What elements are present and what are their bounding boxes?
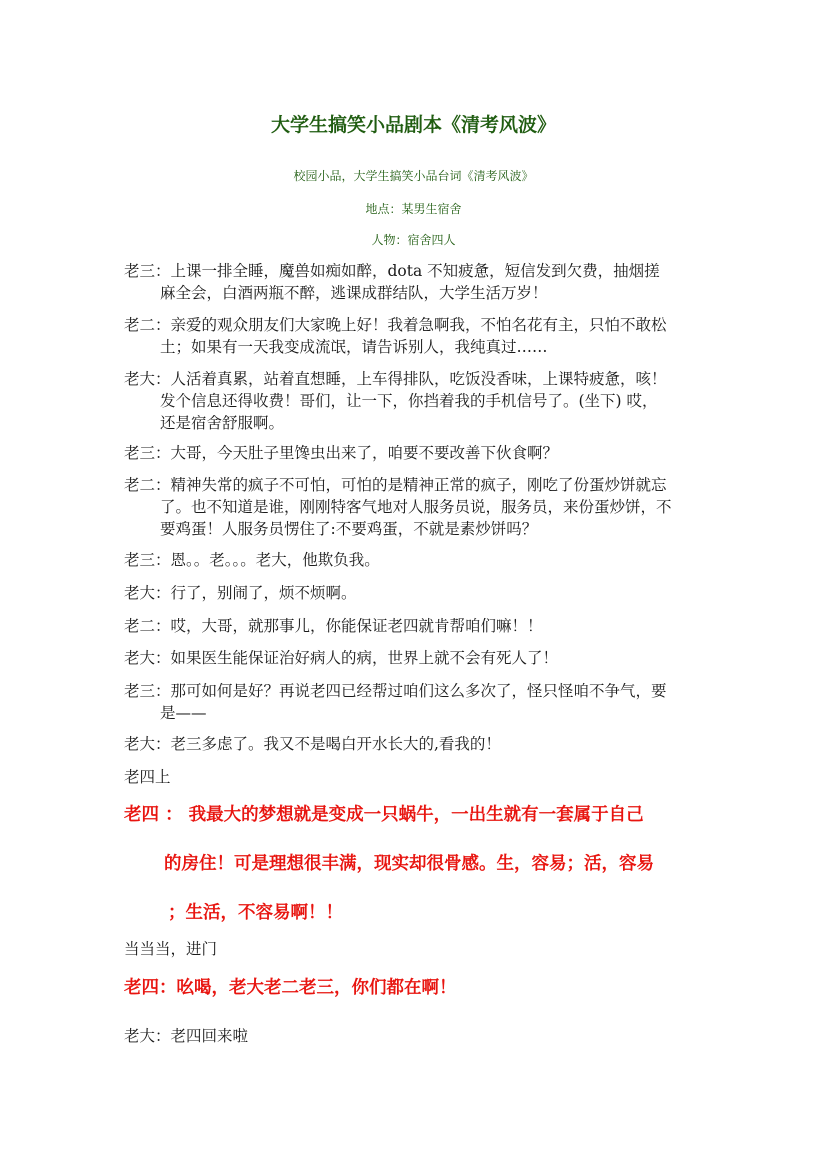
dialogue-line: 老三：大哥，今天肚子里馋虫出来了，咱要不要改善下伙食啊？: [124, 444, 559, 462]
subtitle: 校园小品，大学生搞笑小品台词《清考风波》: [293, 169, 534, 183]
people-line: 人物：宿舍四人: [371, 233, 456, 247]
dialogue-line: 老大：老四回来啦: [124, 1027, 249, 1045]
dialogue-line: 老二：亲爱的观众朋友们大家晚上好！我着急啊我，不怕名花有主，只怕不敢松 土；如果有一天我变成流氓，请告诉别人，我纯真过……: [124, 316, 667, 356]
dialogue-line: 老大：人活着真累，站着直想睡，上车得排队，吃饭没香味，上课特疲惫，咳！ 发个信息还得收费！哥们，让一下，你挡着我的手机信号了。(坐下) 哎， 还是宿舍舒服啊。: [124, 370, 667, 432]
dialogue-line: 老二：哎，大哥，就那事儿，你能保证老四就肯帮咱们嘛！！: [124, 617, 543, 635]
dialogue-line: 老三：那可如何是好？再说老四已经帮过咱们这么多次了，怪只怪咱不争气，要 是——: [124, 682, 667, 722]
document-title: 大学生搞笑小品剧本《清考风波》: [270, 114, 556, 136]
stage-direction: 当当当，进门: [124, 940, 218, 958]
dialogue-line: 老二：精神失常的疯子不可怕，可怕的是精神正常的疯子，刚吃了份蛋炒饼就忘 了。也不知道是谁，刚刚特客气地对人服务员说，服务员，来份蛋炒饼，不 要鸡蛋！人服务员愣住了:不要鸡蛋，不就是素炒饼吗？: [124, 476, 672, 538]
place-line: 地点：某男生宿舍: [365, 202, 462, 216]
dialogue-line: 老三：上课一排全睡，魔兽如痴如醉，dota 不知疲惫，短信发到欠费，抽烟搓 麻全会，白酒两瓶不醉，逃课成群结队，大学生活万岁！: [124, 262, 660, 302]
stage-direction: 老四上: [124, 768, 171, 786]
dialogue-line: 老三：恩。。老。。。老大，他欺负我。: [124, 551, 380, 569]
dialogue-line: 老大：如果医生能保证治好病人的病，世界上就不会有死人了！: [124, 649, 559, 667]
highlighted-monologue: 老四 ： 我最大的梦想就是变成一只蜗牛，一出生就有一套属于自己 的房住！可是理想很丰满，现实却很骨感。生，容易；活，容易 ；生活，不容易啊！！: [124, 805, 654, 923]
dialogue-line: 老大：行了，别闹了，烦不烦啊。: [124, 584, 357, 602]
dialogue-line: 老大：老三多虑了。我又不是喝白开水长大的,看我的！: [124, 735, 501, 753]
highlighted-line: 老四：吆喝，老大老二老三，你们都在啊！: [124, 978, 457, 998]
